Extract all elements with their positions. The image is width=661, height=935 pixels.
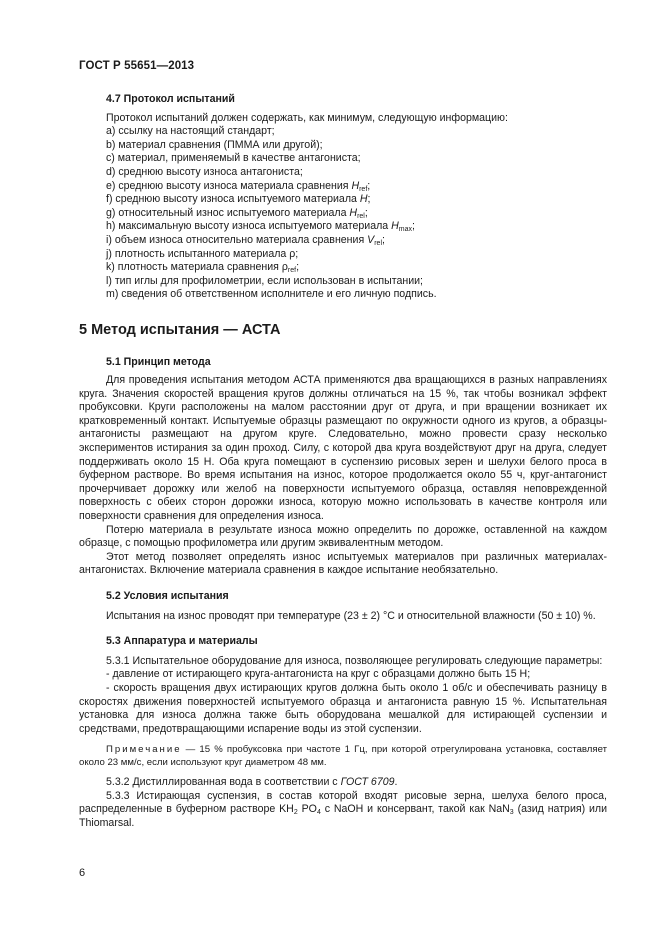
- item-f-end: ;: [367, 193, 371, 206]
- suspension-text-b: PO: [297, 803, 317, 816]
- protocol-item-b: b) материал сравнения (ПММА или другой);: [106, 138, 323, 151]
- item-k-end: ;: [296, 261, 300, 274]
- parameter-pressure: - давление от истирающего круга-антагониста на круг с образцами должно быть 15 Н;: [106, 668, 531, 681]
- section-5-2-paragraph: Испытания на износ проводят при температуре (23 ± 2) °С и относительной влажности (50 ± 10) %.: [106, 609, 596, 622]
- section-4-7-title: 4.7 Протокол испытаний: [106, 93, 235, 105]
- section-5-3-2-end: .: [394, 776, 398, 789]
- parameter-speed: - скорость вращения двух истирающих кругов должна быть около 1 об/с и обеспечивать разницу в скоростях движения поверхностей испытуемого образца и антагониста равную 15 %. Испытательная установка для износа должна также быть оборудована мешалкой для истирающей суспензии и средствами, предотвращающими испарение воды из этой суспензии.: [79, 681, 607, 735]
- nan3-subscript: 3: [509, 809, 514, 817]
- suspension-text-d: (азид натрия) или Thiomarsal.: [79, 803, 608, 829]
- suspension-text-c: с NaOH и консервант, такой как NaN: [320, 803, 510, 816]
- item-e-text: e) среднюю высоту износа материала сравнения: [106, 179, 352, 192]
- protocol-item-l: l) тип иглы для профилометрии, если использован в испытании;: [106, 274, 423, 287]
- note-paragraph: [79, 744, 607, 769]
- note-label: Примечание: [106, 744, 182, 756]
- section-5-3-2-paragraph: [79, 776, 607, 790]
- item-h-sub: max: [398, 226, 413, 234]
- protocol-item-g: [106, 207, 607, 221]
- item-e-var: H: [351, 179, 360, 192]
- item-h-text: h) максимальную высоту износа испытуемого материала: [106, 220, 392, 233]
- section-5-2-title: 5.2 Условия испытания: [106, 590, 229, 602]
- item-f-text: f) среднюю высоту износа испытуемого материала: [106, 193, 360, 206]
- item-j-var: ρ: [289, 247, 296, 260]
- protocol-item-d: d) среднюю высоту износа антагониста;: [106, 165, 303, 178]
- item-f-var: H: [359, 193, 368, 206]
- section-5-3-2-text: 5.3.2 Дистиллированная вода в соответствии с: [106, 776, 341, 789]
- item-i-end: ;: [382, 233, 385, 246]
- item-i-sub: rel: [374, 239, 382, 247]
- section-5-3-3-paragraph: [79, 790, 607, 831]
- protocol-item-h: [106, 220, 607, 234]
- protocol-item-j: [106, 248, 607, 262]
- item-k-var: ρ: [281, 261, 288, 274]
- item-k-sub: ref: [287, 267, 297, 275]
- item-k-text: k) плотность материала сравнения: [106, 261, 282, 274]
- item-j-text: j) плотность испытанного материала: [106, 247, 290, 260]
- protocol-item-m: m) сведения об ответственном исполнителе и его личную подпись.: [106, 288, 437, 301]
- section-5-3-1-paragraph: 5.3.1 Испытательное оборудование для износа, позволяющее регулировать следующие параметры:: [106, 654, 603, 667]
- item-i-var: V: [367, 233, 375, 246]
- item-e-end: ;: [367, 179, 371, 192]
- item-h-var: H: [391, 220, 399, 233]
- standard-header: ГОСТ Р 55651—2013: [79, 60, 195, 72]
- item-e-sub: ref: [359, 185, 368, 193]
- page-content: [79, 93, 607, 831]
- item-g-sub: rel: [357, 212, 365, 220]
- section-5-1-paragraph-3: Этот метод позволяет определять износ испытуемых материалов при различных материалах-антагонистах. Включение материала сравнения в каждое испытание необязательно.: [79, 550, 607, 577]
- protocol-item-a: a) ссылку на настоящий стандарт;: [106, 125, 275, 138]
- item-g-end: ;: [364, 206, 368, 219]
- note-text: — 15 % пробуксовка при частоте 1 Гц, при которой отрегулирована установка, составляет около 23 мм/с, если используют круг диаметром 48 мм.: [79, 744, 607, 768]
- item-i-text: i) объем износа относительно материала сравнения: [106, 233, 368, 246]
- protocol-item-i: [106, 234, 607, 248]
- section-5-1-paragraph-1: Для проведения испытания методом АСТА применяются два вращающихся в разных направлениях круга. Значения скоростей вращения кругов должны отличаться на 15 %, так чтобы возникал эффект пробуксовки. Круги расположены на малом расстоянии друг от друга, и при вращении возникает их кратковременный контакт. Испытуемые образцы размещают по окружности одного из кругов, а образцы-антагонисты размещают на другом круге. Следовательно, можно провести сразу несколько экспериментов истирания за один проход. Силу, с которой два круга воздействуют друг на друга, следует поддерживать около 15 Н. Оба круга помещают в суспензию рисовых зерен и шелухи белого проса в буферном растворе. Во время испытания на износ, которое продолжается около 55 ч, круг-антагонист прочерчивает дорожку или желоб на поверхности испытуемого образца, оставляя неповрежденной поверхность с обеих сторон дорожки износа, которую можно использовать в качестве контроля или поверхности сравнения для определения износа.: [79, 374, 607, 523]
- item-h-end: ;: [412, 220, 415, 233]
- section-5-1-paragraph-2: Потерю материала в результате износа можно определить по дорожке, оставленной на каждом образце, с помощью профилометра или другим эквивалентным методом.: [79, 523, 607, 550]
- item-j-end: ;: [295, 247, 299, 260]
- page-number: 6: [79, 867, 86, 879]
- section-5-title: 5 Метод испытания — АСТА: [79, 321, 281, 338]
- section-5-1-title: 5.1 Принцип метода: [106, 355, 211, 368]
- protocol-item-k: [106, 261, 607, 275]
- protocol-item-e: [106, 180, 607, 194]
- suspension-text-a: 5.3.3 Истирающая суспензия, в состав которой входят рисовые зерна, шелуха белого проса, распределенные в буферном растворе KH: [79, 789, 607, 816]
- gost-6709-reference: ГОСТ 6709: [340, 776, 395, 789]
- section-5-3-title: 5.3 Аппаратура и материалы: [106, 635, 258, 648]
- po4-subscript: 4: [316, 809, 321, 817]
- kh2-subscript: 2: [293, 809, 298, 817]
- protocol-intro: Протокол испытаний должен содержать, как минимум, следующую информацию:: [106, 111, 508, 124]
- item-g-var: H: [349, 206, 358, 219]
- protocol-item-f: [106, 193, 607, 207]
- item-g-text: g) относительный износ испытуемого материала: [106, 206, 350, 219]
- protocol-item-c: c) материал, применяемый в качестве антагониста;: [106, 152, 361, 165]
